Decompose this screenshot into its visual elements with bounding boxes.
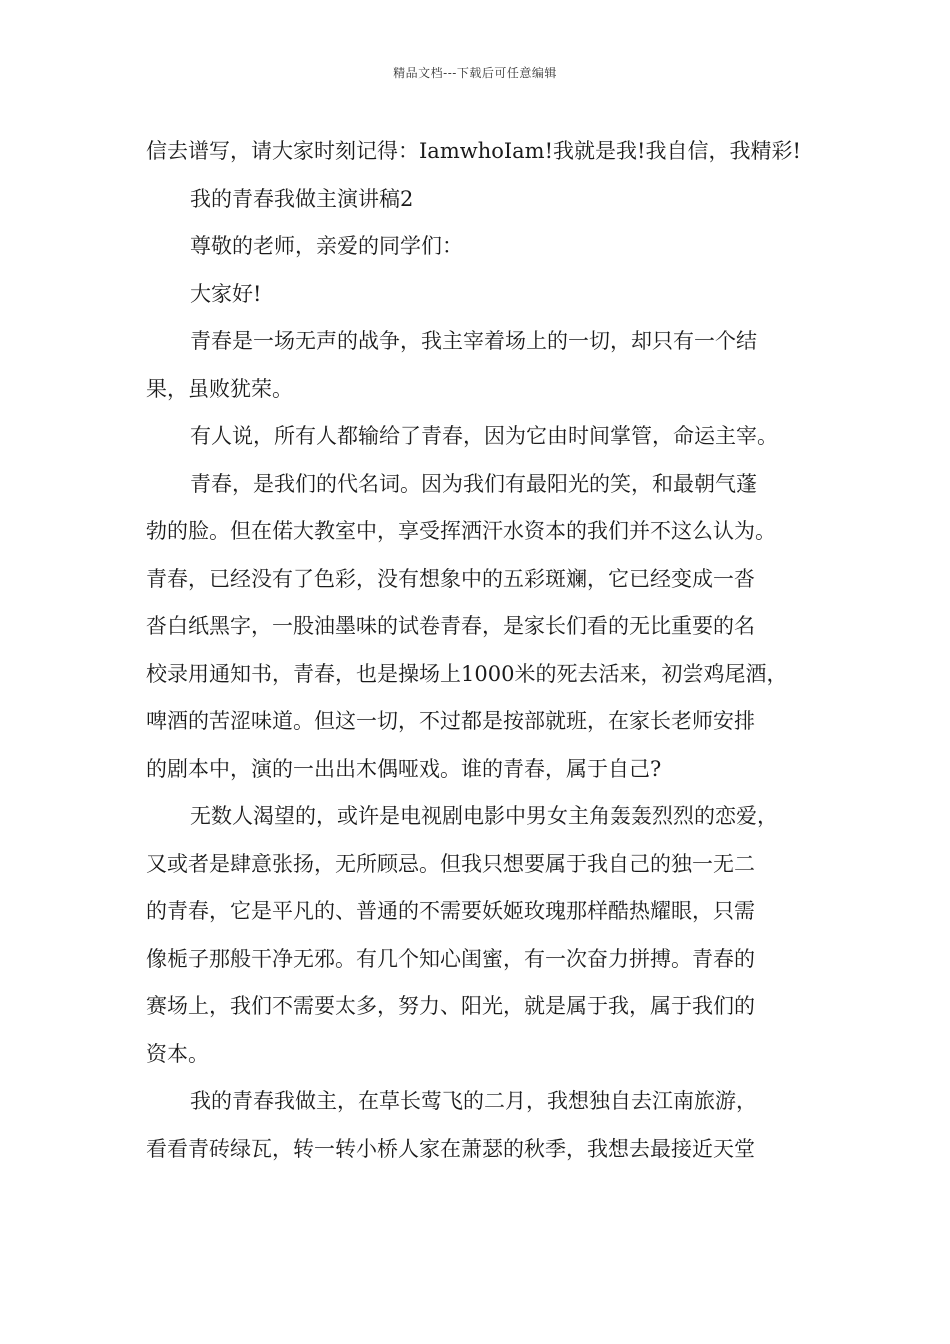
text-line: 青春，已经没有了色彩，没有想象中的五彩斑斓，它已经变成一沓 — [146, 566, 755, 591]
text-line: 赛场上，我们不需要太多，努力、阳光，就是属于我，属于我们的 — [146, 994, 755, 1018]
page-header: 精品文档---下载后可任意编辑 — [393, 66, 557, 80]
document-body — [146, 128, 816, 1173]
text-line: 青春，是我们的代名词。因为我们有最阳光的笑，和最朝气蓬 — [190, 471, 757, 496]
text-line: 资本。 — [146, 1041, 209, 1066]
text-line: 我的青春我做主演讲稿2 — [190, 186, 414, 211]
text-line: 青春是一场无声的战争，我主宰着场上的一切，却只有一个结 — [190, 329, 757, 353]
text-line: 有人说，所有人都输给了青春，因为它由时间掌管，命运主宰。 — [190, 424, 778, 448]
text-line: 我的青春我做主，在草长莺飞的二月，我想独自去江南旅游， — [190, 1089, 757, 1113]
text-line: 看看青砖绿瓦，转一转小桥人家在萧瑟的秋季，我想去最接近天堂 — [146, 1136, 755, 1161]
text-line: 又或者是肆意张扬，无所顾忌。但我只想要属于我自己的独一无二 — [146, 851, 755, 876]
text-line: 勃的脸。但在偌大教室中，享受挥洒汗水资本的我们并不这么认为。 — [146, 519, 776, 543]
text-line: 校录用通知书，青春，也是操场上1000米的死去活来，初尝鸡尾酒， — [146, 661, 788, 686]
text-line: 像栀子那般干净无邪。有几个知心闺蜜，有一次奋力拼搏。青春的 — [146, 946, 755, 971]
text-line: 尊敬的老师，亲爱的同学们： — [190, 234, 463, 258]
text-line: 沓白纸黑字，一股油墨味的试卷青春，是家长们看的无比重要的名 — [146, 614, 755, 638]
text-line: 无数人渴望的，或许是电视剧电影中男女主角轰轰烈烈的恋爱， — [190, 804, 778, 828]
text-line: 信去谱写，请大家时刻记得：IamwhoIam!我就是我!我自信，我精彩! — [146, 139, 801, 163]
text-line: 的剧本中，演的一出出木偶哑戏。谁的青春，属于自己? — [146, 756, 662, 781]
text-line: 啤酒的苦涩味道。但这一切，不过都是按部就班，在家长老师安排 — [146, 709, 755, 733]
text-line: 果，虽败犹荣。 — [146, 376, 293, 401]
text-line: 大家好! — [190, 281, 262, 306]
text-line: 的青春，它是平凡的、普通的不需要妖姬玫瑰那样酷热耀眼，只需 — [146, 899, 755, 923]
